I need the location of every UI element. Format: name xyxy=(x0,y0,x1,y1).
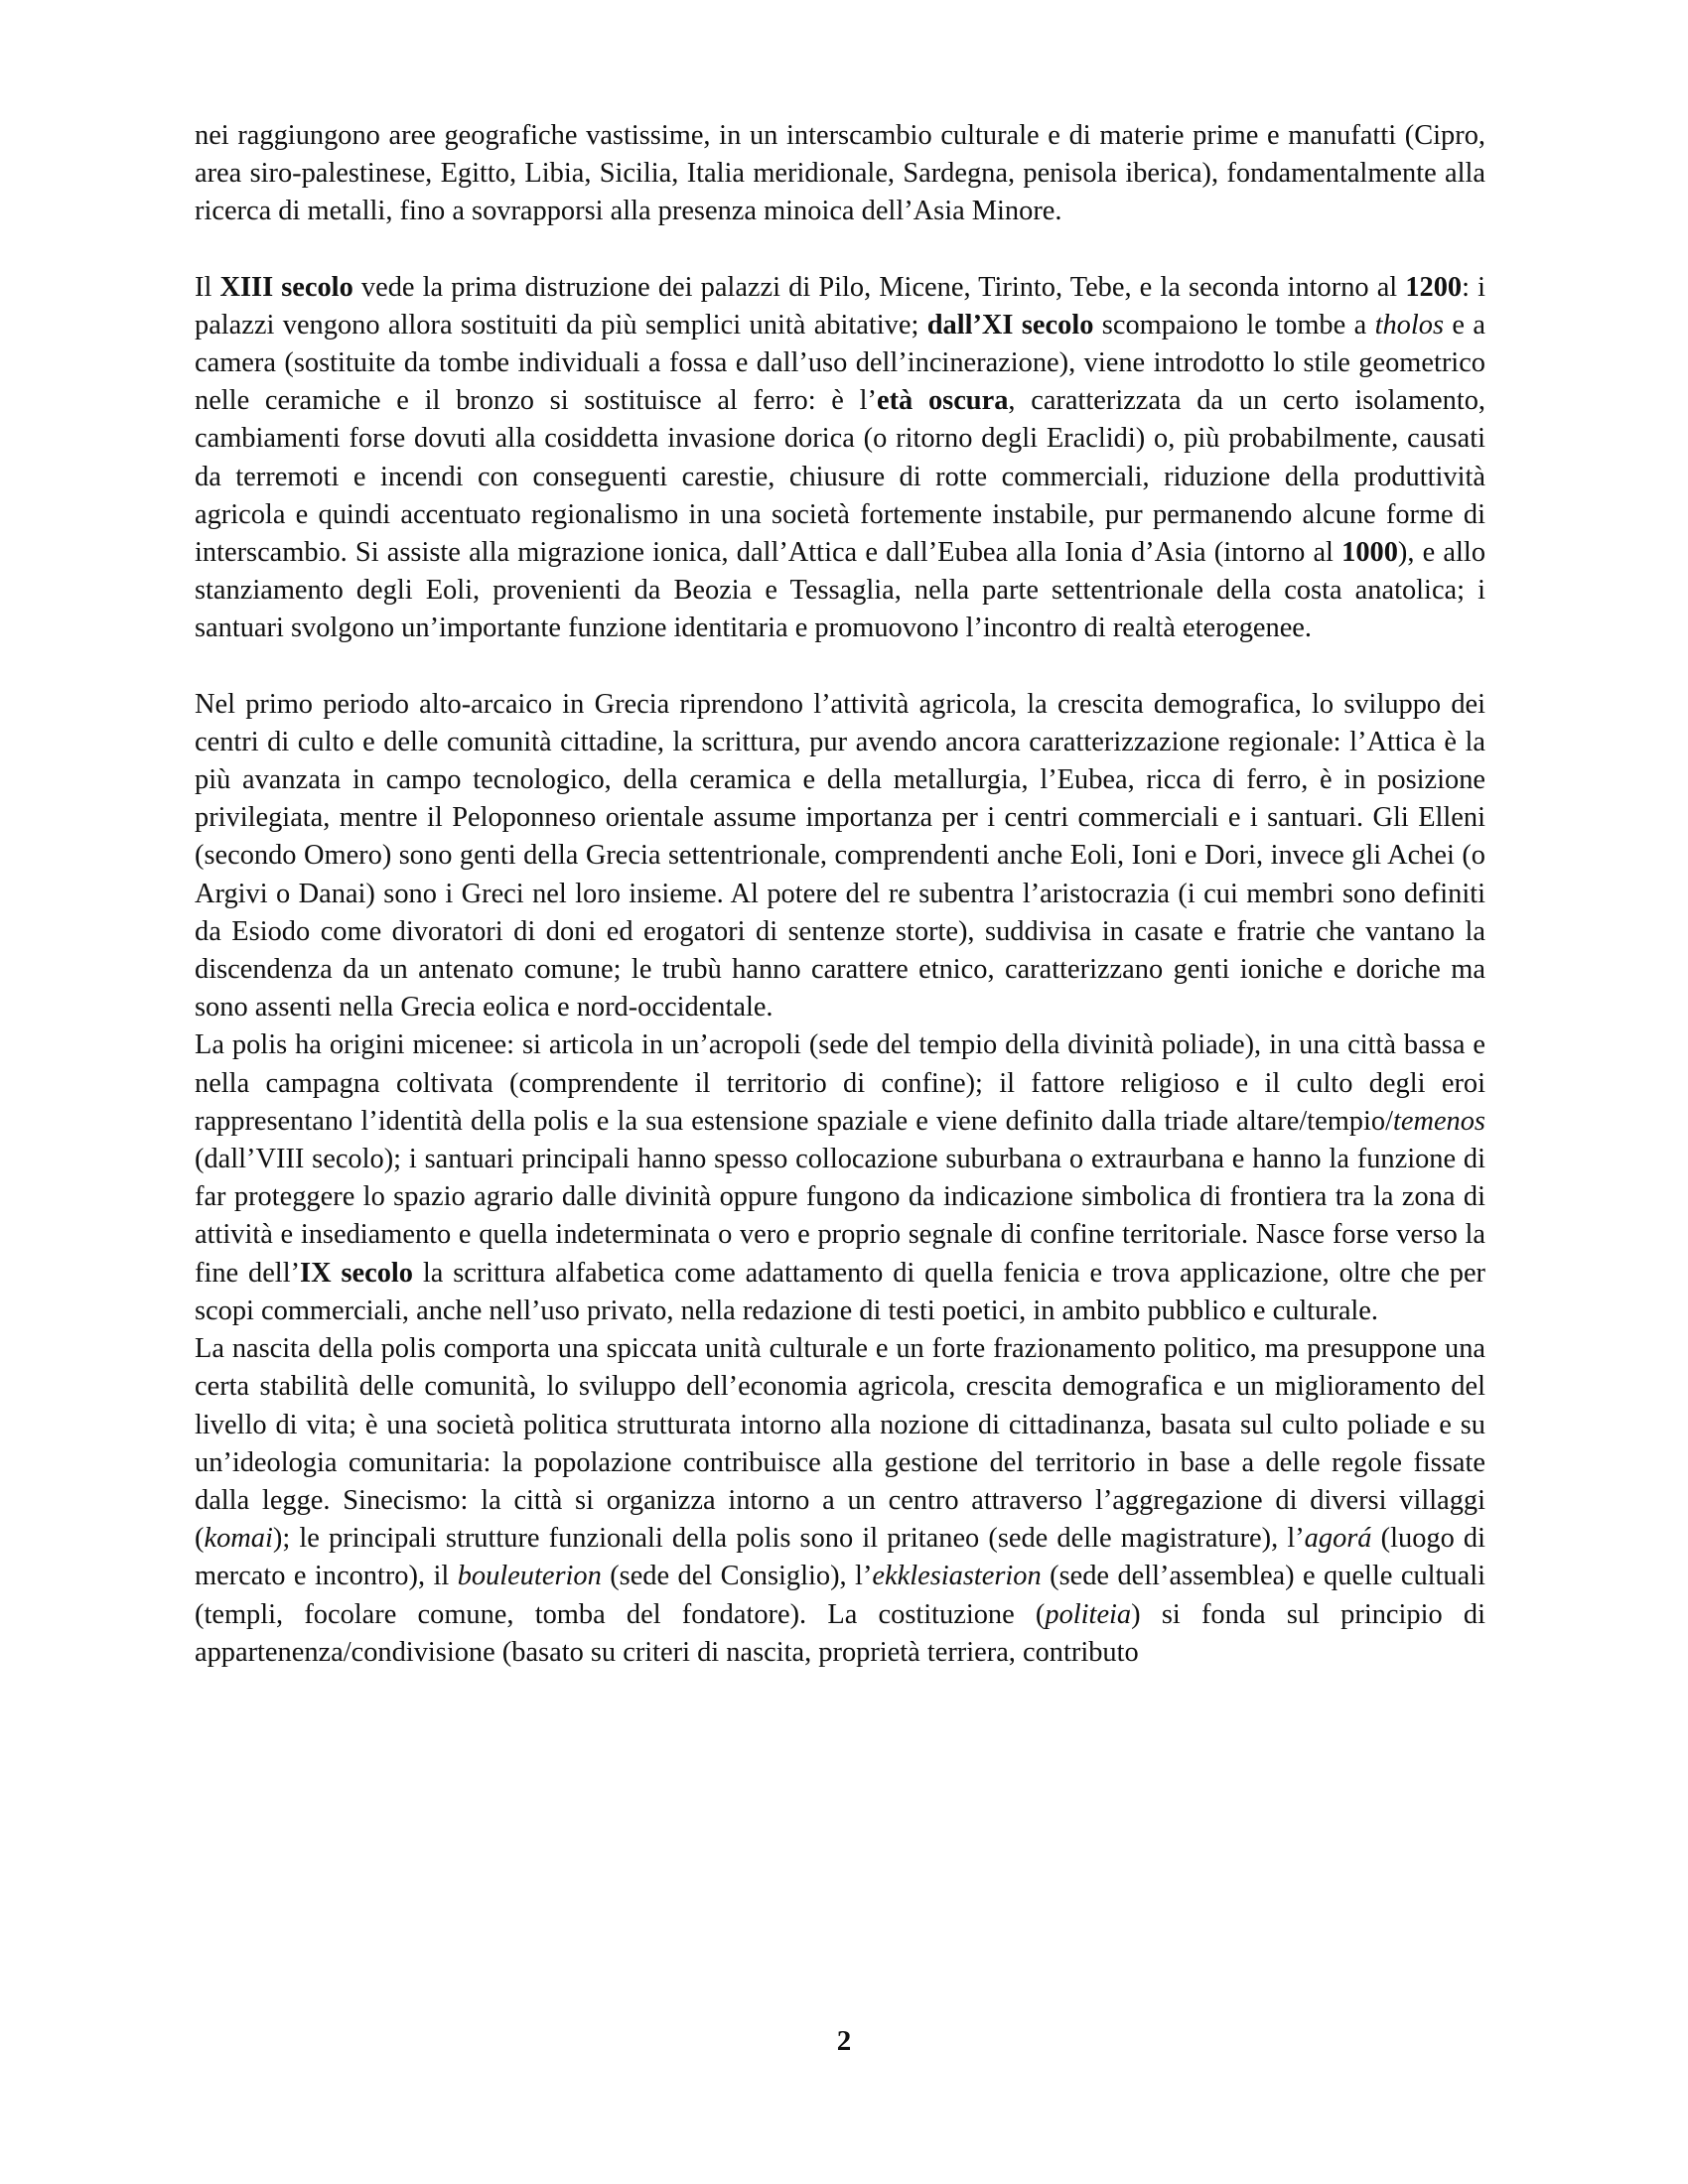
text-run: (sede dell’assemblea) e quelle cultuali (templi, focolare comune, tomba del fondatore). La costituzione ( xyxy=(195,1561,1486,1630)
text-run: nei raggiungono aree geografiche vastissime, in un interscambio culturale e di materie prime e manufatti (Cipro, area siro-palestinese, Egitto, Libia, Sicilia, Italia meridionale, Sardegna, penisola iberica), fondamentalmente alla ricerca di metalli, fino a sovrapporsi alla presenza minoica dell’Asia Minore. xyxy=(195,120,1485,227)
italic-term: temenos xyxy=(1392,1105,1485,1137)
text-run: ); le principali strutture funzionali della polis sono il pritaneo (sede delle magistrature), l’ xyxy=(272,1523,1305,1555)
italic-term: agorá xyxy=(1304,1523,1372,1555)
text-run: La nascita della polis comporta una spiccata unità culturale e un forte frazionamento politico, ma presuppone una certa stabilità delle comunità, lo sviluppo dell’economia agricola, crescita demografica e un miglioramento del livello di vita; è una società politica strutturata intorno alla nozione di cittadinanza, basata sul culto poliade e su un’ideologia comunitaria: la popolazione contribuisce alla gestione del territorio in base a delle regole fissate dalla legge. Sinecismo: la città si organizza intorno a un centro attraverso l’aggregazione di diversi villaggi ( xyxy=(195,1333,1485,1555)
italic-term: ekklesiasterion xyxy=(872,1561,1042,1592)
text-run: La polis ha origini micenee: si articola in un’acropoli (sede del tempio della divinità poliade), in una città bassa e nella campagna coltivata (comprendente il territorio di confine); il fattore religioso e il culto degli eroi rappresentano l’identità della polis e la sua estensione spaziale e viene definito dalla triade altare/tempio/ xyxy=(195,1029,1485,1137)
text-run: (luogo di mercato e incontro), il xyxy=(195,1523,1485,1592)
bold-text: XIII secolo xyxy=(219,271,353,303)
text-run: , caratterizzata da un certo isolamento, cambiamenti forse dovuti alla cosiddetta invasione dorica (o ritorno degli Eraclidi) o, più probabilmente, causati da terremoti e incendi con conseguenti carestie, chiusure di rotte commerciali, riduzione della produttività agricola e quindi accentuato regionalismo in una società fortemente instabile, pur permanendo alcune forme di interscambio. Si assiste alla migrazione ionica, dall’Attica e dall’Eubea alla Ionia d’Asia (intorno al xyxy=(195,385,1486,569)
italic-term: komai xyxy=(204,1523,273,1555)
bold-text: IX secolo xyxy=(300,1257,413,1289)
paragraph-2 xyxy=(195,269,1485,648)
text-run: (sede del Consiglio), l’ xyxy=(601,1561,873,1592)
paragraph-5 xyxy=(195,1330,1485,1672)
paragraph-4 xyxy=(195,1026,1485,1330)
italic-term: bouleuterion xyxy=(457,1561,602,1592)
text-run: la scrittura alfabetica come adattamento di quella fenicia e trova applicazione, oltre che per scopi commerciali, anche nell’uso privato, nella redazione di testi poetici, in ambito pubblico e culturale. xyxy=(195,1257,1485,1326)
body-text xyxy=(195,117,1485,1672)
text-run: vede la prima distruzione dei palazzi di Pilo, Micene, Tirinto, Tebe, e la seconda intorno al xyxy=(352,271,1406,303)
paragraph-3 xyxy=(195,686,1485,1027)
bold-text: età oscura xyxy=(876,385,1009,417)
text-run: : i palazzi vengono allora sostituiti da più semplici unità abitative; xyxy=(195,271,1486,341)
text-run: scompaiono le tombe a xyxy=(1093,309,1375,341)
text-run: Il xyxy=(195,271,220,303)
text-run: e a camera (sostituite da tombe individuali a fossa e dall’uso dell’incinerazione), viene introdotto lo stile geometrico nelle ceramiche e il bronzo si sostituisce al ferro: è l’ xyxy=(195,309,1485,417)
bold-text: dall’XI secolo xyxy=(926,309,1094,341)
italic-term: politeia xyxy=(1045,1598,1132,1630)
italic-term: tholos xyxy=(1374,309,1445,341)
text-run: Nel primo periodo alto-arcaico in Grecia riprendono l’attività agricola, la crescita demografica, lo sviluppo dei centri di culto e delle comunità cittadine, la scrittura, pur avendo ancora caratterizzazione regionale: l’Attica è la più avanzata in campo tecnologico, della ceramica e della metallurgia, l’Eubea, ricca di ferro, è in posizione privilegiata, mentre il Peloponneso orientale assume importanza per i centri commerciali e i santuari. Gli Elleni (secondo Omero) sono genti della Grecia settentrionale, comprendenti anche Eoli, Ioni e Dori, invece gli Achei (o Argivi o Danai) sono i Greci nel loro insieme. Al potere del re subentra l’aristocrazia (i cui membri sono definiti da Esiodo come divoratori di doni ed erogatori di sentenze storte), suddivisa in casate e fratrie che vantano la discendenza da un antenato comune; le trubù hanno carattere etnico, caratterizzano genti ioniche e doriche ma sono assenti nella Grecia eolica e nord-occidentale. xyxy=(195,688,1485,1024)
text-run: ), e allo stanziamento degli Eoli, provenienti da Beozia e Tessaglia, nella parte settentrionale della costa anatolica; i santuari svolgono un’importante funzione identitaria e promuovono l’incontro di realtà eterogenee. xyxy=(195,537,1486,644)
text-run: (dall’VIII secolo); i santuari principali hanno spesso collocazione suburbana o extraurbana e hanno la funzione di far proteggere lo spazio agrario dalle divinità oppure fungono da indicazione simbolica di frontiera tra la zona di attività e insediamento e quella indeterminata o vero e proprio segnale di confine territoriale. Nasce forse verso la fine dell’ xyxy=(195,1144,1485,1289)
text-run: ) si fonda sul principio di appartenenza/condivisione (basato su criteri di nascita, proprietà terriera, contributo xyxy=(195,1598,1485,1668)
page-number: 2 xyxy=(836,2025,852,2057)
bold-text: 1000 xyxy=(1341,537,1398,569)
bold-text: 1200 xyxy=(1405,271,1463,303)
paragraph-1 xyxy=(195,117,1485,231)
